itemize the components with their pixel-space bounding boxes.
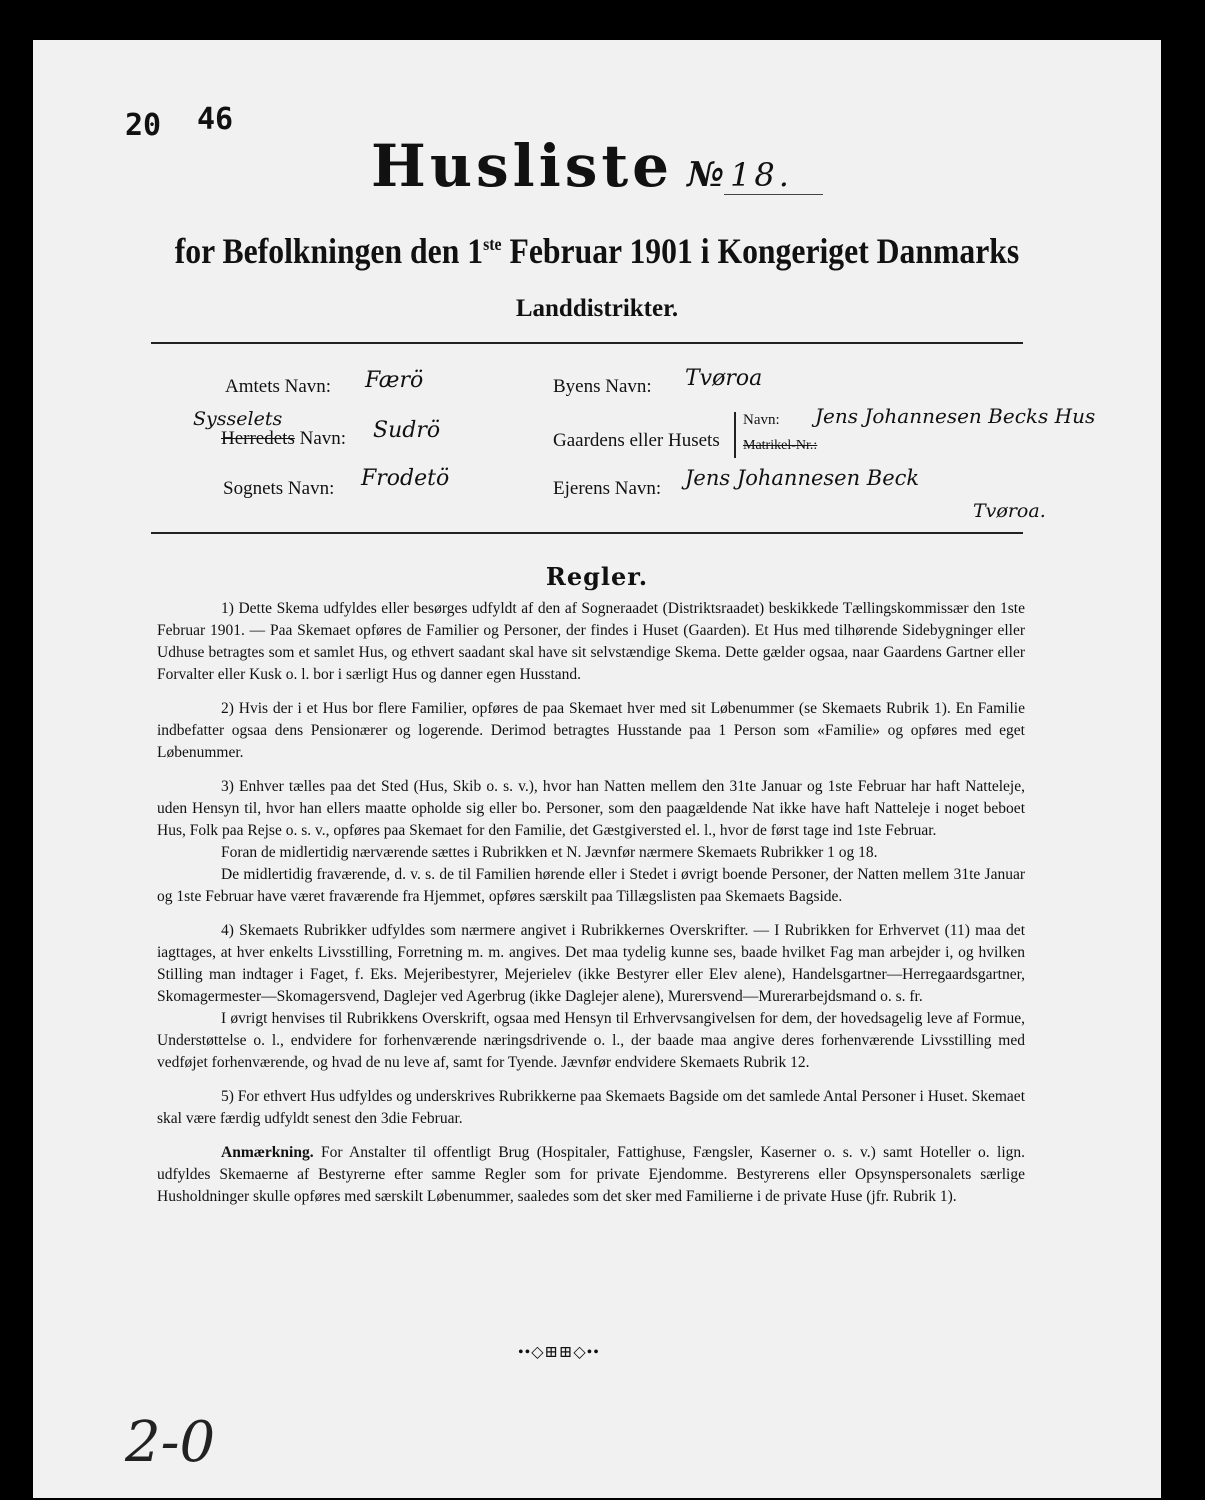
rule-1: 1) Dette Skema udfyldes eller besørges udfyldt af den af Sogneraadet (Distriktsraadet) beskikkede Tællingskommissær den 1ste Februar 1901. — Paa Skemaet opføres de Familier og Personer, der findes i Huset (Gaarden). Et Hus med tilhørende Sidebygninger eller Udhuse betragtes som et samlet Hus, og ethvert saadant skal have sit selvstændige Skema. Dette gælder ogsaa, naar Gaardens Gartner eller Forvalter eller Kusk o. l. bor i særligt Hus og danner egen Husstand. bbox=[157, 600, 1025, 683]
rules-text bbox=[157, 598, 1025, 1220]
form-subtitle bbox=[101, 230, 1094, 272]
annotation bbox=[157, 1142, 1025, 1208]
archive-number-2: 46 bbox=[197, 102, 234, 137]
ejer-label: Ejerens Navn: bbox=[553, 478, 662, 499]
gaard-label: Gaardens eller Husets bbox=[553, 430, 720, 451]
rule-3-note: Foran de midlertidig nærværende sættes i Rubrikken et N. Jævnfør nærmere Skemaets Rubrikker 1 og 18. bbox=[221, 844, 878, 861]
herred-value: Sudrö bbox=[373, 418, 441, 443]
navn-label: Navn: bbox=[743, 412, 780, 428]
herred-struck: Herredets bbox=[221, 428, 295, 449]
census-form-page bbox=[33, 40, 1161, 1498]
divider-bottom bbox=[151, 532, 1023, 534]
rules-heading: Regler. bbox=[545, 562, 649, 591]
herred-handwritten: Sysselets bbox=[193, 408, 283, 430]
pencil-annotation: 2-0 bbox=[125, 1410, 216, 1475]
rule-4-more: I øvrigt henvises til Rubrikkens Overskrift, ogsaa med Hensyn til Erhvervsangivelsen for dem, der hovedsagelig leve af Formue, Understøttelse o. l., endvidere for forhenværende næringsdrivende o. l., der baade maa angive deres forhenværende Livsstilling med vedføjet forhenværende, og hvad de nu leve af, samt for Tyende. Jævnfør endvidere Skemaets Rubrik 12. bbox=[157, 1010, 1025, 1071]
by-value: Tvøroa bbox=[685, 366, 763, 391]
rule-2: 2) Hvis der i et Hus bor flere Familier, opføres de paa Skemaet hver med sit Løbenummer (se Skemaets Rubrik 1). En Familie indbefatter ogsaa dens Pensionærer og logerende. Derimod betragtes Husstande paa 1 Person som «Familie» og opføres med eget Løbenummer. bbox=[157, 700, 1025, 761]
form-district-type: Landdistrikter. bbox=[515, 295, 679, 322]
rule-4: 4) Skemaets Rubrikker udfyldes som nærmere angivet i Rubrikkernes Overskrifter. — I Rubrikken for Erhvervet (11) maa det iagttages, at hver enkelts Livsstilling, Forretning m. m. angives. Det maa tydelig kunne ses, baade hvilket Fag man arbejder i, og hvilken Stilling man indtager i Faget, f. Eks. Mejeribestyrer, Mejerielev (ikke Bestyrer eller Elev alene), Handelsgartner—Herregaardsgartner, Skomagermester—Skomagersvend, Daglejer ved Agerbrug (ikke Daglejer alene), Murersvend—Murerarbejdsmand o. s. fr. bbox=[157, 922, 1025, 1005]
herred-navn: Navn: bbox=[299, 428, 347, 449]
rule-3-absent: De midlertidig fraværende, d. v. s. de til Familien hørende eller i Stedet i øvrigt boende Personer, der Natten mellem 31te Januar og 1ste Februar have været fraværende fra Hjemmet, opføres særskilt paa Tillægslisten paa Skemaets Bagside. bbox=[157, 866, 1025, 905]
amt-label: Amtets Navn: bbox=[225, 376, 332, 397]
subtitle-pre: for Befolkningen den 1 bbox=[174, 231, 484, 271]
rule-3: 3) Enhver tælles paa det Sted (Hus, Skib o. s. v.), hvor han Natten mellem den 31te Januar og 1ste Februar har haft Natteleje, uden Hensyn til, hvor han ellers maatte opholde sig eller bo. Personer, som den paagældende Nat ikke have haft Natteleje i noget beboet Hus, Folk paa Rejse o. s. v., opføres paa Skemaet for den Familie, det Gæstgiversted el. l., hvor de først tage ind 1ste Februar. bbox=[157, 778, 1025, 839]
number-label: № bbox=[687, 155, 725, 195]
title-text: Husliste bbox=[371, 132, 674, 200]
annotation-text: For Anstalter til offentligt Brug (Hospitaler, Fattighuse, Fængsler, Kaserner o. s. v.) samt Hoteller o. lign. udfyldes Skemaerne af Bestyrerne efter samme Regler som for private Ejendomme. Bestyrerens eller Opsynspersonalets særlige Husholdninger skulle opføres med særskilt Løbenummer, saaledes som det sker med Familierne i de private Huse (jfr. Rubrik 1). bbox=[157, 1144, 1025, 1205]
herred-label bbox=[221, 428, 346, 450]
ejer-value-2: Tvøroa. bbox=[973, 500, 1046, 522]
form-title bbox=[33, 132, 1161, 200]
subtitle-sup: ste bbox=[483, 234, 502, 254]
sogn-value: Frodetö bbox=[361, 466, 450, 491]
ejer-value: Jens Johannesen Beck bbox=[685, 466, 920, 490]
archive-number: 20 bbox=[125, 108, 162, 143]
brace-line bbox=[734, 412, 736, 458]
annotation-label: Anmærkning. bbox=[221, 1144, 314, 1161]
by-label: Byens Navn: bbox=[553, 376, 652, 397]
subtitle-post: Februar 1901 i Kongeriget Danmarks bbox=[501, 231, 1020, 271]
sogn-label: Sognets Navn: bbox=[223, 478, 335, 499]
navn-value: Jens Johannesen Becks Hus bbox=[815, 404, 1096, 428]
footer-ornament: ••◇⊞⊞◇•• bbox=[518, 1344, 600, 1361]
matrikel-label: Matrikel-Nr.: bbox=[743, 438, 818, 453]
divider-top bbox=[151, 342, 1023, 344]
amt-value: Færö bbox=[365, 368, 424, 393]
house-number: 18. bbox=[724, 156, 823, 195]
rule-5: 5) For ethvert Hus udfyldes og underskrives Rubrikkerne paa Skemaets Bagside om det samlede Antal Personer i Huset. Skemaet skal være færdig udfyldt senest den 3die Februar. bbox=[157, 1088, 1025, 1127]
